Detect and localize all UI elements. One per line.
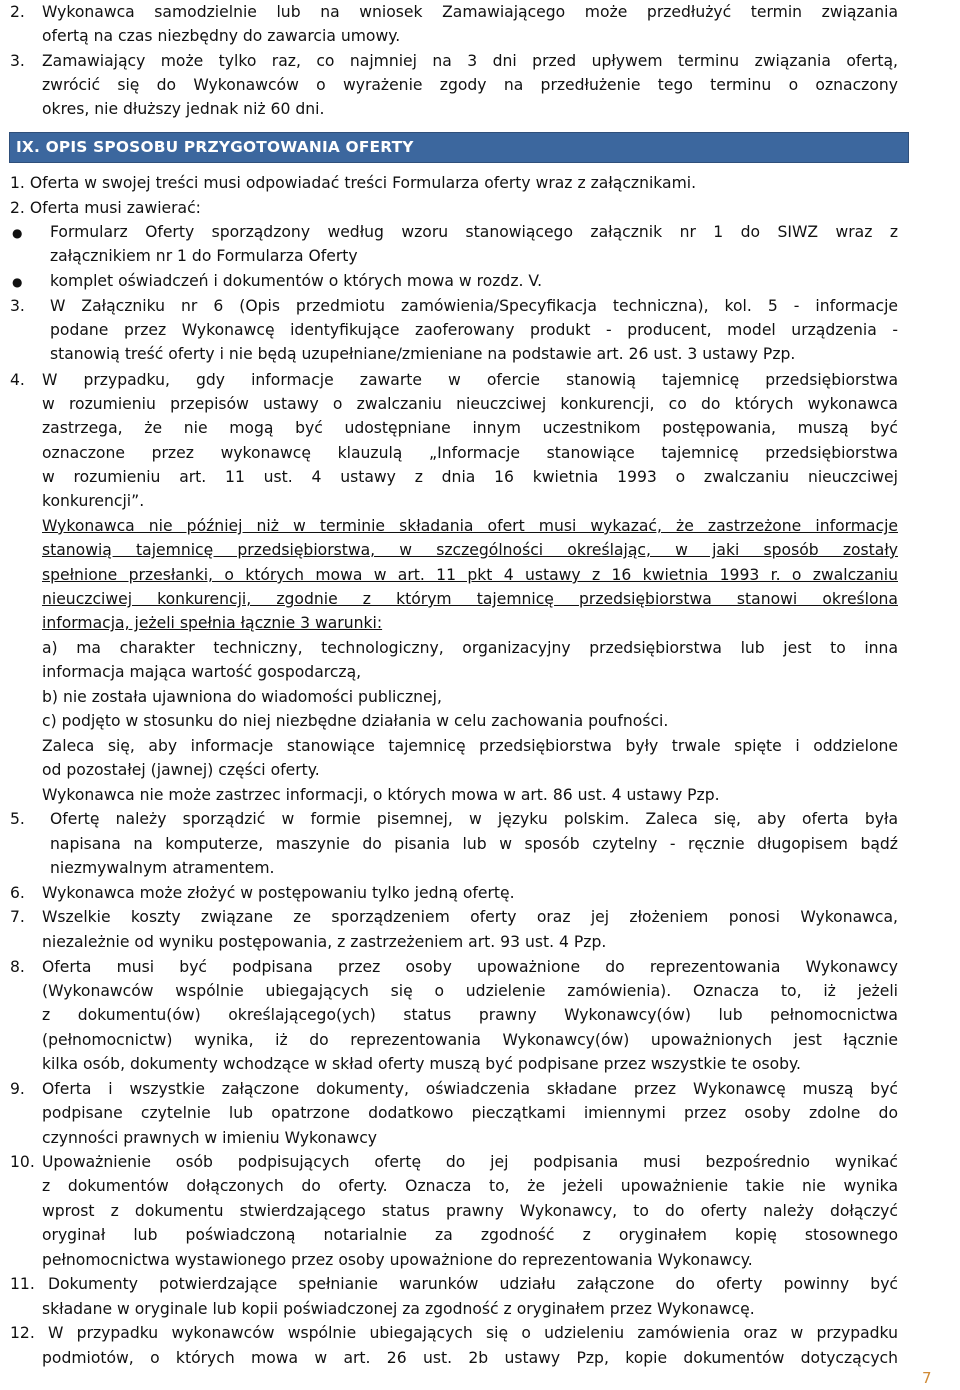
paragraph-line: czynności prawnych w imieniu Wykonawcy	[42, 1129, 378, 1147]
paragraph-line: w rozumieniu przepisów ustawy o zwalczaniu nieuczciwej konkurencji, co do których wykonawca	[42, 395, 898, 413]
paragraph-line: podmiotów, o których mowa w art. 26 ust. 2b ustawy Pzp, kopie dokumentów dotyczących	[42, 1349, 898, 1367]
paragraph-line: zastrzega, że nie mogą być udostępniane innym uczestnikom postępowania, muszą być	[42, 419, 898, 437]
bullet-icon: ●	[12, 226, 23, 240]
item-number: 10.	[10, 1153, 35, 1171]
section-heading-title: IX. OPIS SPOSOBU PRZYGOTOWANIA OFERTY	[16, 138, 414, 156]
underlined-line: spełnione przesłanki, o których mowa w art. 11 pkt 4 ustawy z 16 kwietnia 1993 r. o zwalczaniu	[42, 566, 898, 584]
paragraph-line: W Załączniku nr 6 (Opis przedmiotu zamówienia/Specyfikacja techniczna), kol. 5 - informacje	[50, 297, 898, 315]
paragraph-line: podane przez Wykonawcę identyfikujące zaoferowany produkt - producent, model urządzenia -	[50, 321, 898, 339]
paragraph-line: Zaleca się, aby informacje stanowiące tajemnicę przedsiębiorstwa były trwale spięte i oddzielone	[42, 737, 898, 755]
item-number: 8.	[10, 958, 25, 976]
paragraph-line: Oferta musi być podpisana przez osoby upoważnione do reprezentowania Wykonawcy	[42, 958, 898, 976]
list-item: komplet oświadczeń i dokumentów o których mowa w rozdz. V.	[50, 272, 543, 290]
paragraph-line: stanowią treść oferty i nie będą uzupełniane/zmieniane na podstawie art. 26 ust. 3 ustawy Pzp.	[50, 345, 796, 363]
paragraph-line: Wykonawca samodzielnie lub na wniosek Zamawiającego może przedłużyć termin związania	[42, 3, 898, 21]
paragraph-line: Dokumenty potwierdzające spełnianie warunków udziału załączone do oferty powinny być	[48, 1275, 898, 1293]
item-number: 12.	[10, 1324, 35, 1342]
paragraph-line: Zamawiający może tylko raz, co najmniej na 3 dni przed upływem terminu związania ofertą,	[42, 52, 898, 70]
paragraph-line: (pełnomocnictw) wynika, iż do reprezentowania Wykonawcy(ów) upoważnionych jest łącznie	[42, 1031, 898, 1049]
paragraph-line: wprost z dokumentu stwierdzającego status prawny Wykonawcy, to do oferty należy dołączyć	[42, 1202, 898, 1220]
condition-item: b) nie została ujawniona do wiadomości publicznej,	[42, 688, 442, 706]
paragraph-line: podpisane czytelnie lub opatrzone dodatkowo pieczątkami imiennymi przez osoby zdolne do	[42, 1104, 898, 1122]
paragraph-line: Wykonawca może złożyć w postępowaniu tylko jedną ofertę.	[42, 884, 515, 902]
paragraph-line: Ofertę należy sporządzić w formie pisemnej, w języku polskim. Zaleca się, aby oferta była	[50, 810, 898, 828]
item-number: 9.	[10, 1080, 25, 1098]
item-number: 7.	[10, 908, 25, 926]
underlined-line: nieuczciwej konkurencji, zgodnie z którym tajemnicę przedsiębiorstwa stanowi określona	[42, 590, 898, 608]
paragraph-line: ofertą na czas niezbędny do zawarcia umowy.	[42, 27, 401, 45]
item-number: 11.	[10, 1275, 35, 1293]
paragraph-line: okres, nie dłuższy jednak niż 60 dni.	[42, 100, 325, 118]
paragraph-line: od pozostałej (jawnej) części oferty.	[42, 761, 320, 779]
paragraph-line: Wykonawca nie może zastrzec informacji, o których mowa w art. 86 ust. 4 ustawy Pzp.	[42, 786, 720, 804]
section-heading	[9, 132, 909, 163]
paragraph-line: oryginał lub poświadczoną notarialnie za zgodność z oryginałem kopię stosownego	[42, 1226, 898, 1244]
paragraph-line: zwrócić się do Wykonawców o wyrażenie zgody na przedłużenie tego terminu o oznaczony	[42, 76, 898, 94]
paragraph-line: Wszelkie koszty związane ze sporządzeniem oferty oraz jej złożeniem ponosi Wykonawca,	[42, 908, 898, 926]
underlined-line: informacja, jeżeli spełnia łącznie 3 warunki:	[42, 614, 383, 632]
paragraph-line: niezmywalnym atramentem.	[50, 859, 275, 877]
underlined-line: Wykonawca nie później niż w terminie składania ofert musi wykazać, że zastrzeżone informacje	[42, 517, 898, 535]
paragraph-line: W przypadku, gdy informacje zawarte w ofercie stanowią tajemnicę przedsiębiorstwa	[42, 371, 898, 389]
page-number: 7	[922, 1369, 932, 1387]
item-number: 3.	[10, 52, 25, 70]
paragraph-line: pełnomocnictwa wystawionego przez osoby upoważnione do reprezentowania Wykonawcy.	[42, 1251, 753, 1269]
item-number: 5.	[10, 810, 25, 828]
paragraph-line: Upoważnienie osób podpisujących ofertę do jej podpisania musi bezpośrednio wynikać	[42, 1153, 898, 1171]
list-item: załącznikiem nr 1 do Formularza Oferty	[50, 247, 358, 265]
bullet-icon: ●	[12, 275, 23, 289]
paragraph-line: W przypadku wykonawców wspólnie ubiegających się o udzieleniu zamówienia oraz w przypadku	[48, 1324, 898, 1342]
paragraph-line: 2. Oferta musi zawierać:	[10, 199, 201, 217]
paragraph-line: w rozumieniu art. 11 ust. 4 ustawy z dnia 16 kwietnia 1993 o zwalczaniu nieuczciwej	[42, 468, 898, 486]
paragraph-line: z dokumentu(ów) określającego(ych) status prawny Wykonawcy(ów) lub pełnomocnictwa	[42, 1006, 898, 1024]
paragraph-line: (Wykonawców wspólnie ubiegających się o udzielenie zamówienia). Oznacza to, iż jeżeli	[42, 982, 898, 1000]
item-number: 3.	[10, 297, 25, 315]
paragraph-line: kilka osób, dokumenty wchodzące w skład oferty muszą być podpisane przez wszystkie te osoby.	[42, 1055, 802, 1073]
condition-item: c) podjęto w stosunku do niej niezbędne działania w celu zachowania poufności.	[42, 712, 669, 730]
paragraph-line: 1. Oferta w swojej treści musi odpowiadać treści Formularza oferty wraz z załącznikami.	[10, 174, 697, 192]
paragraph-line: napisana na komputerze, maszynie do pisania lub w sposób czytelny - ręcznie długopisem bądź	[50, 835, 898, 853]
condition-item: a) ma charakter techniczny, technologiczny, organizacyjny przedsiębiorstwa lub jest to inna	[42, 639, 898, 657]
item-number: 4.	[10, 371, 25, 389]
paragraph-line: składane w oryginale lub kopii poświadczonej za zgodność z oryginałem przez Wykonawcę.	[42, 1300, 755, 1318]
paragraph-line: Oferta i wszystkie załączone dokumenty, oświadczenia składane przez Wykonawcę muszą być	[42, 1080, 898, 1098]
paragraph-line: konkurencji”.	[42, 492, 145, 510]
underlined-line: stanowią tajemnicę przedsiębiorstwa, w szczególności określając, w jaki sposób zostały	[42, 541, 898, 559]
condition-item: informacja mająca wartość gospodarczą,	[42, 663, 362, 681]
list-item: Formularz Oferty sporządzony według wzoru stanowiącego załącznik nr 1 do SIWZ wraz z	[50, 223, 898, 241]
paragraph-line: niezależnie od wyniku postępowania, z zastrzeżeniem art. 93 ust. 4 Pzp.	[42, 933, 607, 951]
paragraph-line: oznaczone przez wykonawcę klauzulą „Informacje stanowiące tajemnicę przedsiębiorstwa	[42, 444, 898, 462]
paragraph-line: z dokumentów dołączonych do oferty. Oznacza to, że jeżeli upoważnienie takie nie wynika	[42, 1177, 898, 1195]
item-number: 6.	[10, 884, 25, 902]
item-number: 2.	[10, 3, 25, 21]
